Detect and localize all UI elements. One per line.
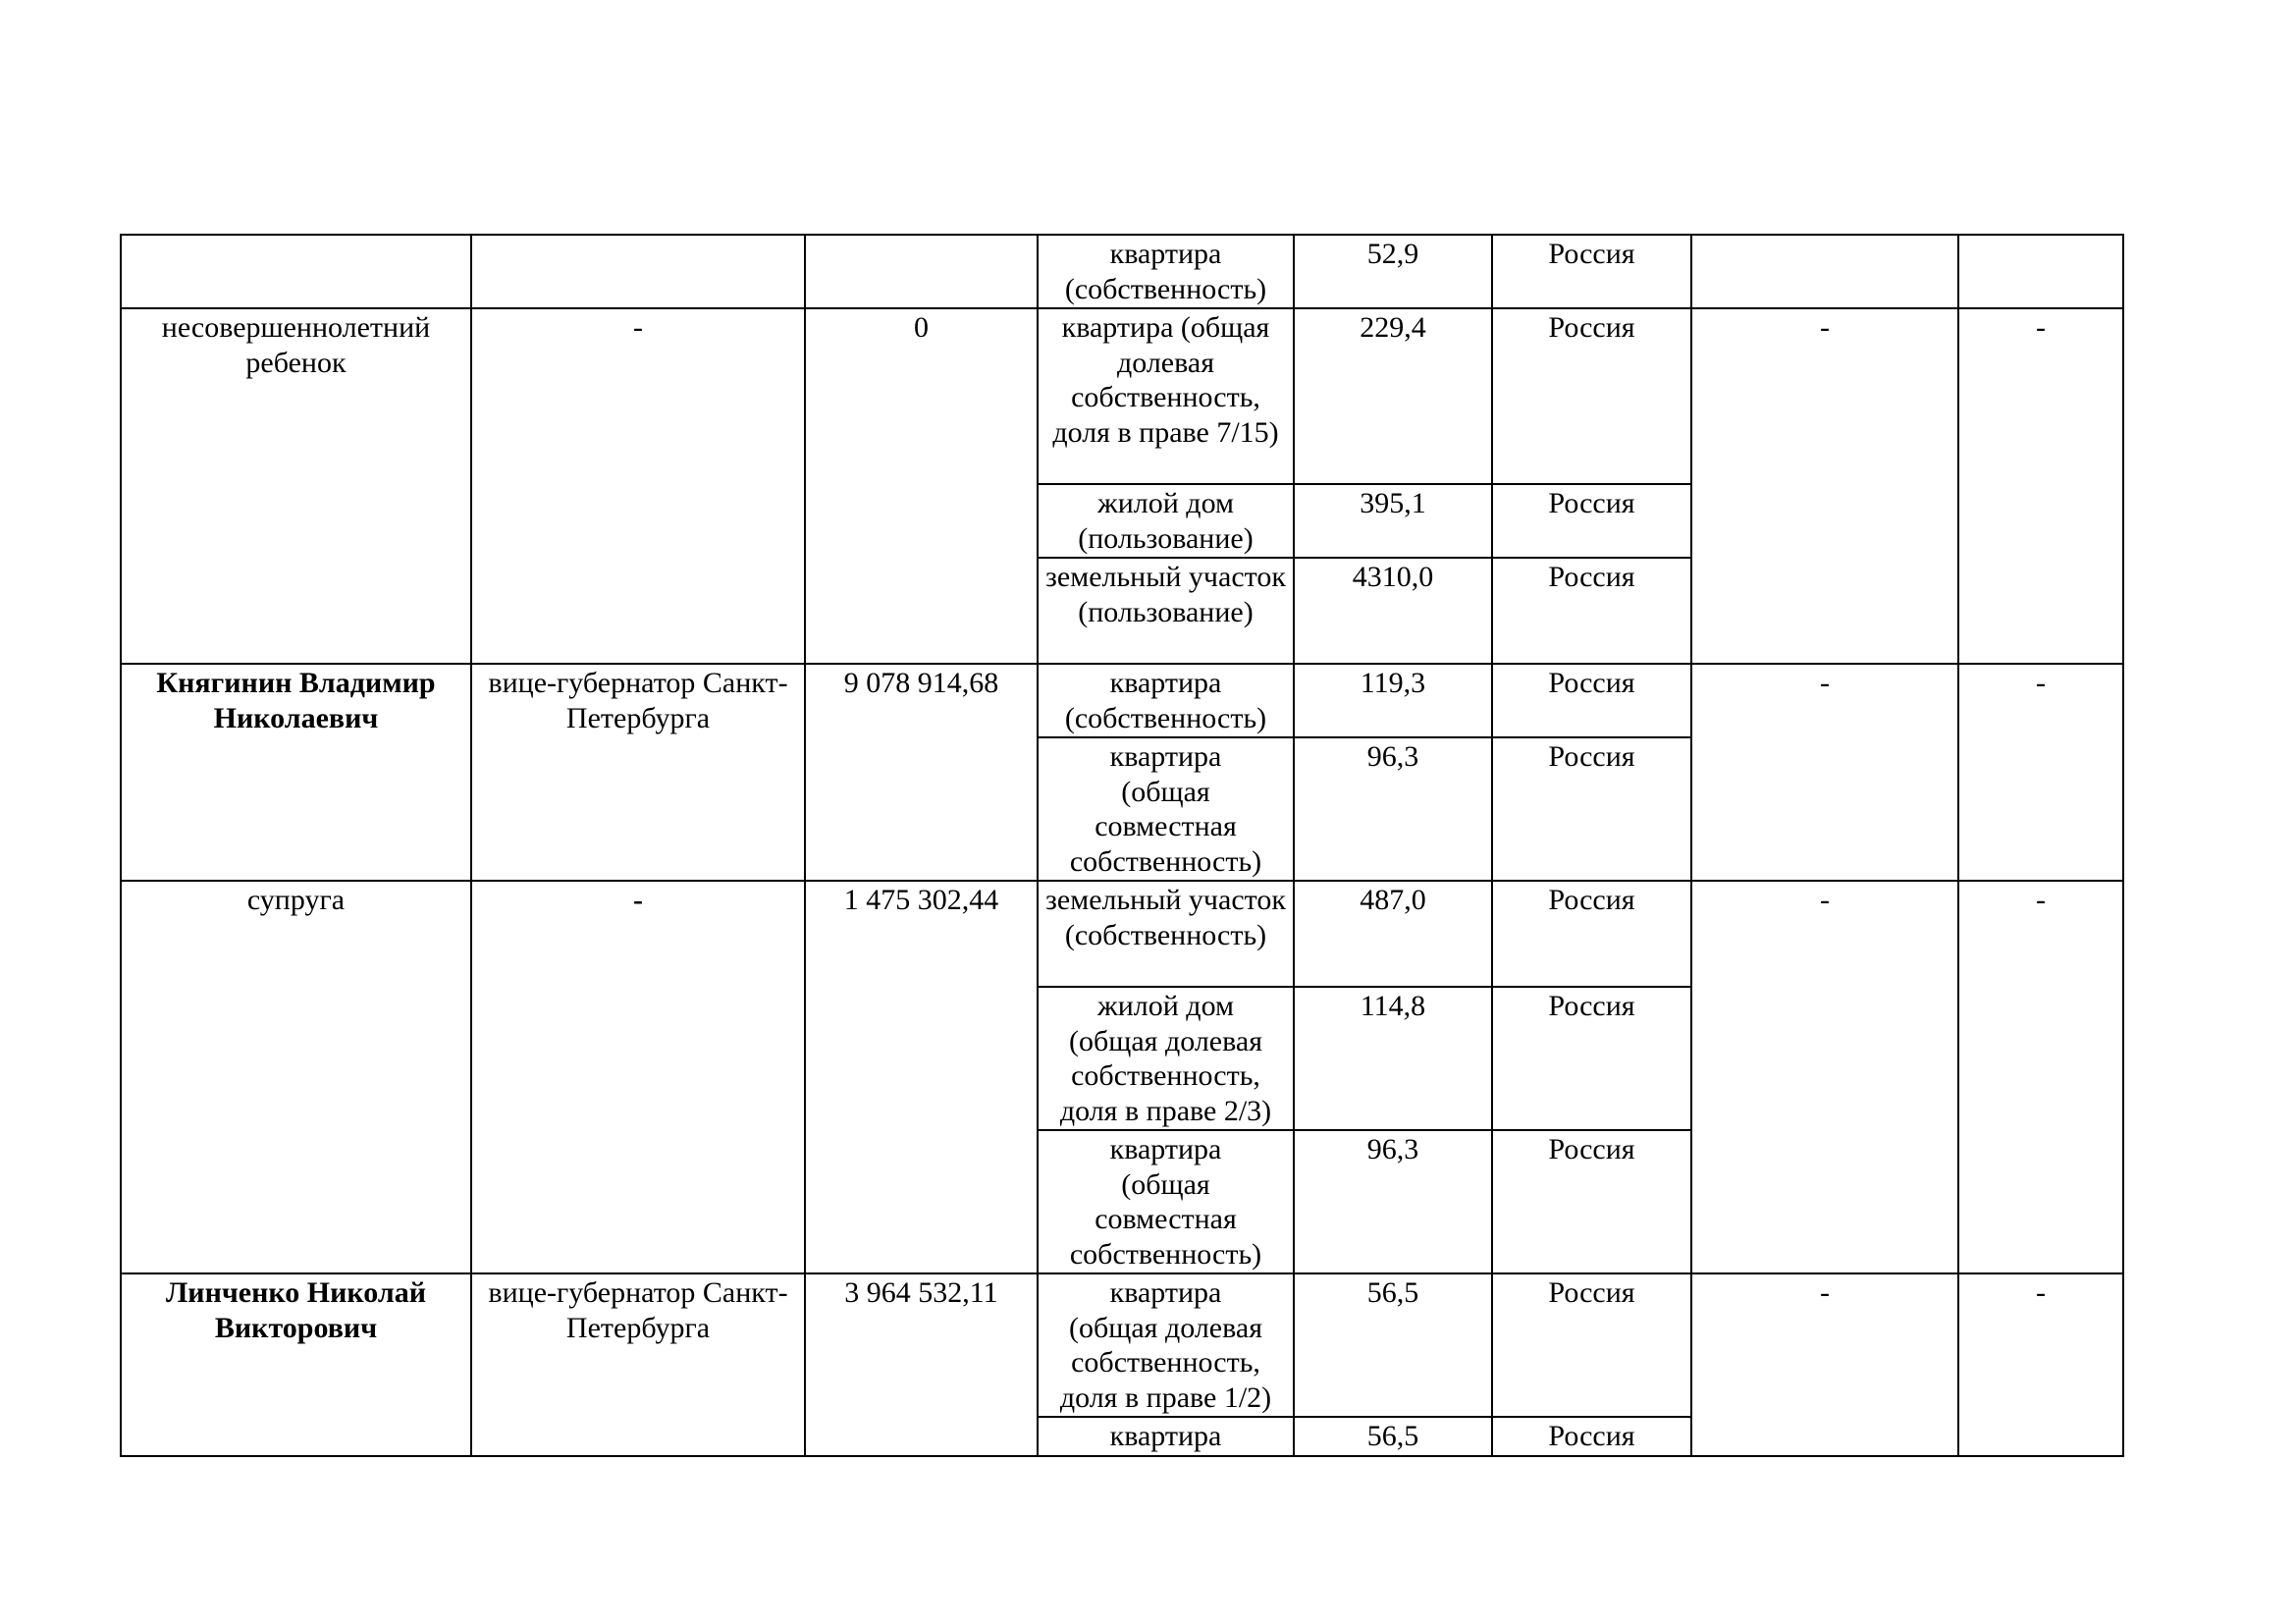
property-type-cell: квартира (общая совместная собственность) bbox=[1038, 1130, 1294, 1273]
property-area-cell: 96,3 bbox=[1294, 1130, 1492, 1273]
property-area-cell: 229,4 bbox=[1294, 308, 1492, 484]
property-country-cell: Россия bbox=[1492, 987, 1691, 1130]
property-country-cell: Россия bbox=[1492, 484, 1691, 558]
property-type-cell: квартира (общая долевая собственность, доля в праве 7/15) bbox=[1038, 308, 1294, 484]
person-position: - bbox=[471, 308, 805, 664]
person-income: 1 475 302,44 bbox=[805, 881, 1038, 1273]
property-type-cell: земельный участок (собственность) bbox=[1038, 881, 1294, 987]
person-income: 9 078 914,68 bbox=[805, 664, 1038, 881]
deals-cell: - bbox=[1958, 308, 2123, 664]
deals-cell bbox=[1958, 235, 2123, 308]
deals-cell: - bbox=[1958, 664, 2123, 881]
table-row bbox=[121, 881, 2123, 987]
deals-cell: - bbox=[1958, 881, 2123, 1273]
position-cell bbox=[471, 235, 805, 308]
property-area-cell: 487,0 bbox=[1294, 881, 1492, 987]
property-type-cell: квартира (общая совместная собственность) bbox=[1038, 737, 1294, 881]
property-country-cell: Россия bbox=[1492, 558, 1691, 664]
person-position: вице-губернатор Санкт-Петербурга bbox=[471, 1273, 805, 1456]
property-area-cell: 395,1 bbox=[1294, 484, 1492, 558]
table-row bbox=[121, 1273, 2123, 1417]
property-type-cell: квартира (собственность) bbox=[1038, 664, 1294, 737]
name-cell bbox=[121, 235, 471, 308]
property-type-cell: жилой дом (пользование) bbox=[1038, 484, 1294, 558]
person-name: Линченко Николай Викторович bbox=[121, 1273, 471, 1456]
property-country-cell: Россия bbox=[1492, 881, 1691, 987]
deals-cell: - bbox=[1958, 1273, 2123, 1456]
property-type-cell: квартира bbox=[1038, 1417, 1294, 1456]
vehicles-cell: - bbox=[1691, 664, 1958, 881]
table-row bbox=[121, 235, 2123, 308]
property-country-cell: Россия bbox=[1492, 1130, 1691, 1273]
person-position: вице-губернатор Санкт-Петербурга bbox=[471, 664, 805, 881]
property-type-cell: земельный участок (пользование) bbox=[1038, 558, 1294, 664]
person-position: - bbox=[471, 881, 805, 1273]
property-country-cell: Россия bbox=[1492, 1417, 1691, 1456]
vehicles-cell bbox=[1691, 235, 1958, 308]
property-area-cell: 4310,0 bbox=[1294, 558, 1492, 664]
property-area-cell: 56,5 bbox=[1294, 1417, 1492, 1456]
property-country-cell: Россия bbox=[1492, 664, 1691, 737]
vehicles-cell: - bbox=[1691, 881, 1958, 1273]
table-row bbox=[121, 308, 2123, 484]
property-type-cell: жилой дом (общая долевая собственность, доля в праве 2/3) bbox=[1038, 987, 1294, 1130]
property-area-cell: 114,8 bbox=[1294, 987, 1492, 1130]
income-cell bbox=[805, 235, 1038, 308]
property-area-cell: 56,5 bbox=[1294, 1273, 1492, 1417]
person-income: 0 bbox=[805, 308, 1038, 664]
property-country-cell: Россия bbox=[1492, 235, 1691, 308]
vehicles-cell: - bbox=[1691, 1273, 1958, 1456]
person-name: несовершеннолетний ребенок bbox=[121, 308, 471, 664]
declarations-table bbox=[120, 234, 2124, 1457]
person-name: Княгинин Владимир Николаевич bbox=[121, 664, 471, 881]
person-name: супруга bbox=[121, 881, 471, 1273]
property-area-cell: 52,9 bbox=[1294, 235, 1492, 308]
person-income: 3 964 532,11 bbox=[805, 1273, 1038, 1456]
property-country-cell: Россия bbox=[1492, 308, 1691, 484]
property-country-cell: Россия bbox=[1492, 1273, 1691, 1417]
property-type-cell: квартира (общая долевая собственность, доля в праве 1/2) bbox=[1038, 1273, 1294, 1417]
property-area-cell: 119,3 bbox=[1294, 664, 1492, 737]
property-country-cell: Россия bbox=[1492, 737, 1691, 881]
property-area-cell: 96,3 bbox=[1294, 737, 1492, 881]
property-type-cell: квартира (собственность) bbox=[1038, 235, 1294, 308]
table-row bbox=[121, 664, 2123, 737]
vehicles-cell: - bbox=[1691, 308, 1958, 664]
